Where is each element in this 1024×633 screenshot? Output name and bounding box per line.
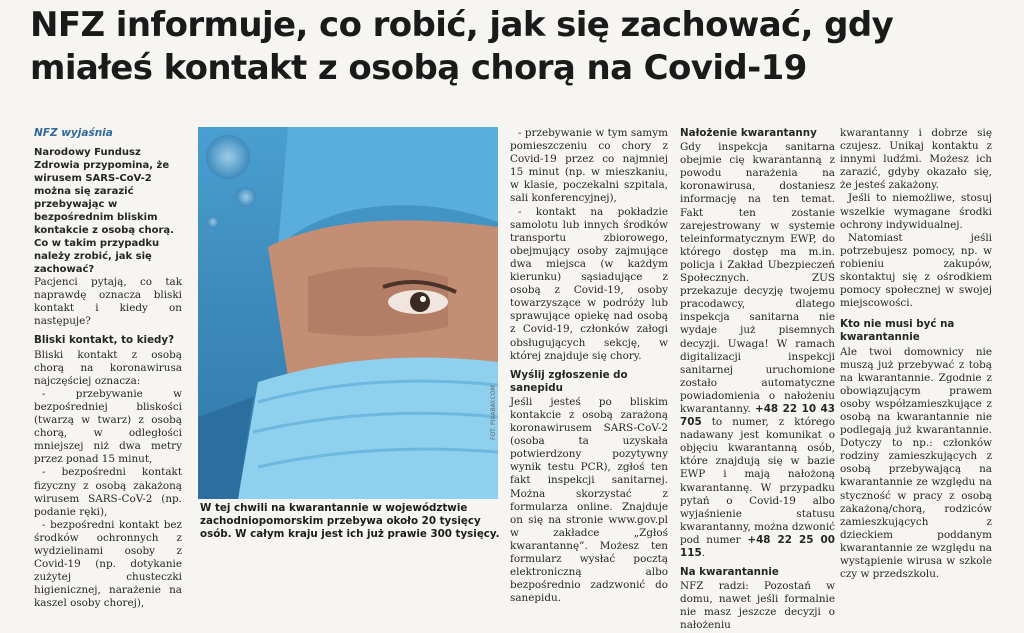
subheading-on-quarantine: Na kwarantannie — [680, 566, 779, 579]
list-item: - przebywanie w bezpośredniej bliskości (twarzą w twarz) z osobą chorą, w odległości mniejszej niż dwa metry przez ponad 15 minut, — [34, 387, 182, 466]
subheading-report: Wyślij zgłoszenie do sanepidu — [510, 368, 628, 394]
body-paragraph: Natomiast jeśli potrzebujesz pomocy, np. w robieniu zakupów, skontaktuj się z ośrodkiem pomocy społecznej w swojej miejscowości. — [840, 231, 992, 310]
subheading-close-contact: Bliski kontakt, to kiedy? — [34, 334, 175, 347]
photo-credit: FOT. PIXABAY.COM — [490, 385, 497, 440]
subheading-quarantine: Nałożenie kwarantanny — [680, 127, 817, 139]
body-paragraph: NFZ radzi: Pozostań w domu, nawet jeśli formalnie nie masz jeszcze decyzji o nałożeniu — [680, 580, 835, 632]
column-5 — [840, 127, 992, 581]
doctor-illustration — [198, 127, 498, 499]
body-text: Gdy inspekcja sanitarna obejmie cię kwarantanną z powodu narażenia na koronawirusa, dostaniesz informację na ten temat. Fakt ten zostanie zarejestrowany w systemie teleinformatycznym EWP, do którego dostęp ma m.in. policja i Zakład Ubezpieczeń Społecznych. ZUS przekazuje decyzję twojemu pracodawcy, dlatego inspekcja sanitarna nie wydaje już pisemnych decyzji. Uwaga! W ramach digitalizacji inspekcji sanitarnej uruchomione zostało automatyczne powiadomienia o nałożeniu kwarantanny. — [680, 141, 835, 415]
body-paragraph: Ale twoi domownicy nie muszą już przebywać z tobą na kwarantannie. Zgodnie z obowiązującym prawem osoby współzamieszkujące z osobą na kwarantannie nie podlegają już kwarantannie. Dotyczy to np.: członków rodziny zamieszkujących z osobą przebywającą na kwarantannie ze względu na styczność w pracy z osobą zakażoną/chorą, rodziców zamieszkujących z dzieckiem poddanym kwarantannie ze względu na wystąpienie wirusa w szkole czy w przedszkolu. — [840, 345, 992, 581]
list-item: - kontakt na pokładzie samolotu lub innych środków transportu zbiorowego, obejmujący osoby zajmujące dwa miejsca (w każdym kierunku) sąsiadujące z osobą z Covid-19, osoby towarzyszące w podróży lub sprawujące opiekę nad osobą z Covid-19, członków załogi obsługujących sekcję, w której znajduje się chory. — [510, 205, 668, 362]
column-1 — [34, 127, 182, 610]
body-paragraph: Jeśli to niemożliwe, stosuj wszelkie wymagane środki ochrony indywidualnej. — [840, 192, 992, 231]
intro-paragraph: Pacjenci pytają, co tak naprawdę oznacza bliski kontakt i kiedy on następuje? — [34, 276, 182, 328]
column-4 — [680, 127, 835, 633]
body-paragraph: Bliski kontakt z osobą chorą na koronawirusa najczęściej oznacza: — [34, 348, 182, 387]
list-item: - bezpośredni kontakt fizyczny z osobą zakażoną wirusem SARS-CoV-2 (np. podanie ręki), — [34, 466, 182, 518]
subheading-exempt: Kto nie musi być na kwarantannie — [840, 318, 955, 344]
column-3 — [510, 127, 668, 605]
section-kicker: NFZ wyjaśnia — [34, 127, 113, 139]
phone-number: +48 22 10 43 705 — [680, 402, 835, 429]
headline-line-1: NFZ informuje, co robić, jak się zachować, gdy — [30, 5, 894, 45]
body-paragraph: Gdy inspekcja sanitarna obejmie cię kwarantanną z powodu narażenia na koronawirusa, dostaniesz informację na ten temat. Fakt ten zostanie zarejestrowany w systemie teleinformatycznym EWP, do którego dostęp ma m.in. policja i Zakład Ubezpieczeń Społecznych. ZUS przekazuje decyzję twojemu pracodawcy, dlatego inspekcja sanitarna nie wydaje już pisemnych decyzji. Uwaga! W ramach digitalizacji inspekcji sanitarnej uruchomione zostało automatyczne powiadomienia o nałożeniu kwarantanny. +48 22 10 43 705 to numer, z którego nadawany jest komunikat o objęciu kwarantanną osób, które znajdują się w bazie EWP i mają nałożoną kwarantannę. W przypadku pytań o Covid-19 albo wyjaśnienie statusu kwarantanny, można dzwonić pod numer +48 22 25 00 115. — [680, 141, 835, 559]
list-item: - bezpośredni kontakt bez środków ochronnych z wydzielinami osoby z Covid-19 (np. dotykanie zużytej chusteczki higienicznej, narażenie na kaszel osoby chorej), — [34, 518, 182, 610]
body-paragraph: Jeśli jesteś po bliskim kontakcie z osobą zarażoną koronawirusem SARS-CoV-2 (osoba ta uzyskała potwierdzony pozytywny wynik testu PCR), zgłoś ten fakt inspekcji sanitarnej. Można skorzystać z formularza online. Znajduje on się na stronie www.gov.pl w zakładce „Zgłoś kwarantannę”. Możesz ten formularz wysłać pocztą elektroniczną albo bezpośrednio zadzwonić do sanepidu. — [510, 395, 668, 605]
lead-paragraph: Narodowy Fundusz Zdrowia przypomina, że wirusem SARS-CoV-2 można się zarazić przebywając w bezpośrednim bliskim kontakcie z osobą chorą. Co w takim przypadku należy zrobić, jak się zachować? — [34, 147, 174, 276]
article-headline — [30, 4, 1010, 90]
list-item: - przebywanie w tym samym pomieszczeniu co chory z Covid-19 przez co najmniej 15 minut (np. w mieszkaniu, w klasie, poczekalni szpitala, sali konferencyjnej), — [510, 127, 668, 205]
body-text: to numer, z którego nadawany jest komunikat o objęciu kwarantanną osób, które znajdują się w bazie EWP i mają nałożoną kwarantannę. W przypadku pytań o Covid-19 albo wyjaśnienie statusu kwarantanny, można dzwonić pod numer — [680, 416, 835, 546]
phone-number: +48 22 25 00 115 — [680, 533, 835, 559]
doctor-photo — [198, 127, 498, 499]
headline-line-2: miałeś kontakt z osobą chorą na Covid-19 — [30, 48, 807, 88]
photo-caption: W tej chwili na kwarantannie w województwie zachodniopomorskim przebywa około 20 tysięcy osób. W całym kraju jest ich już prawie 300 tysięcy. — [200, 502, 500, 540]
body-paragraph: kwarantanny i dobrze się czujesz. Unikaj kontaktu z innymi ludźmi. Możesz ich zarazić, gdyby okazało się, że jesteś zakażony. — [840, 127, 992, 192]
